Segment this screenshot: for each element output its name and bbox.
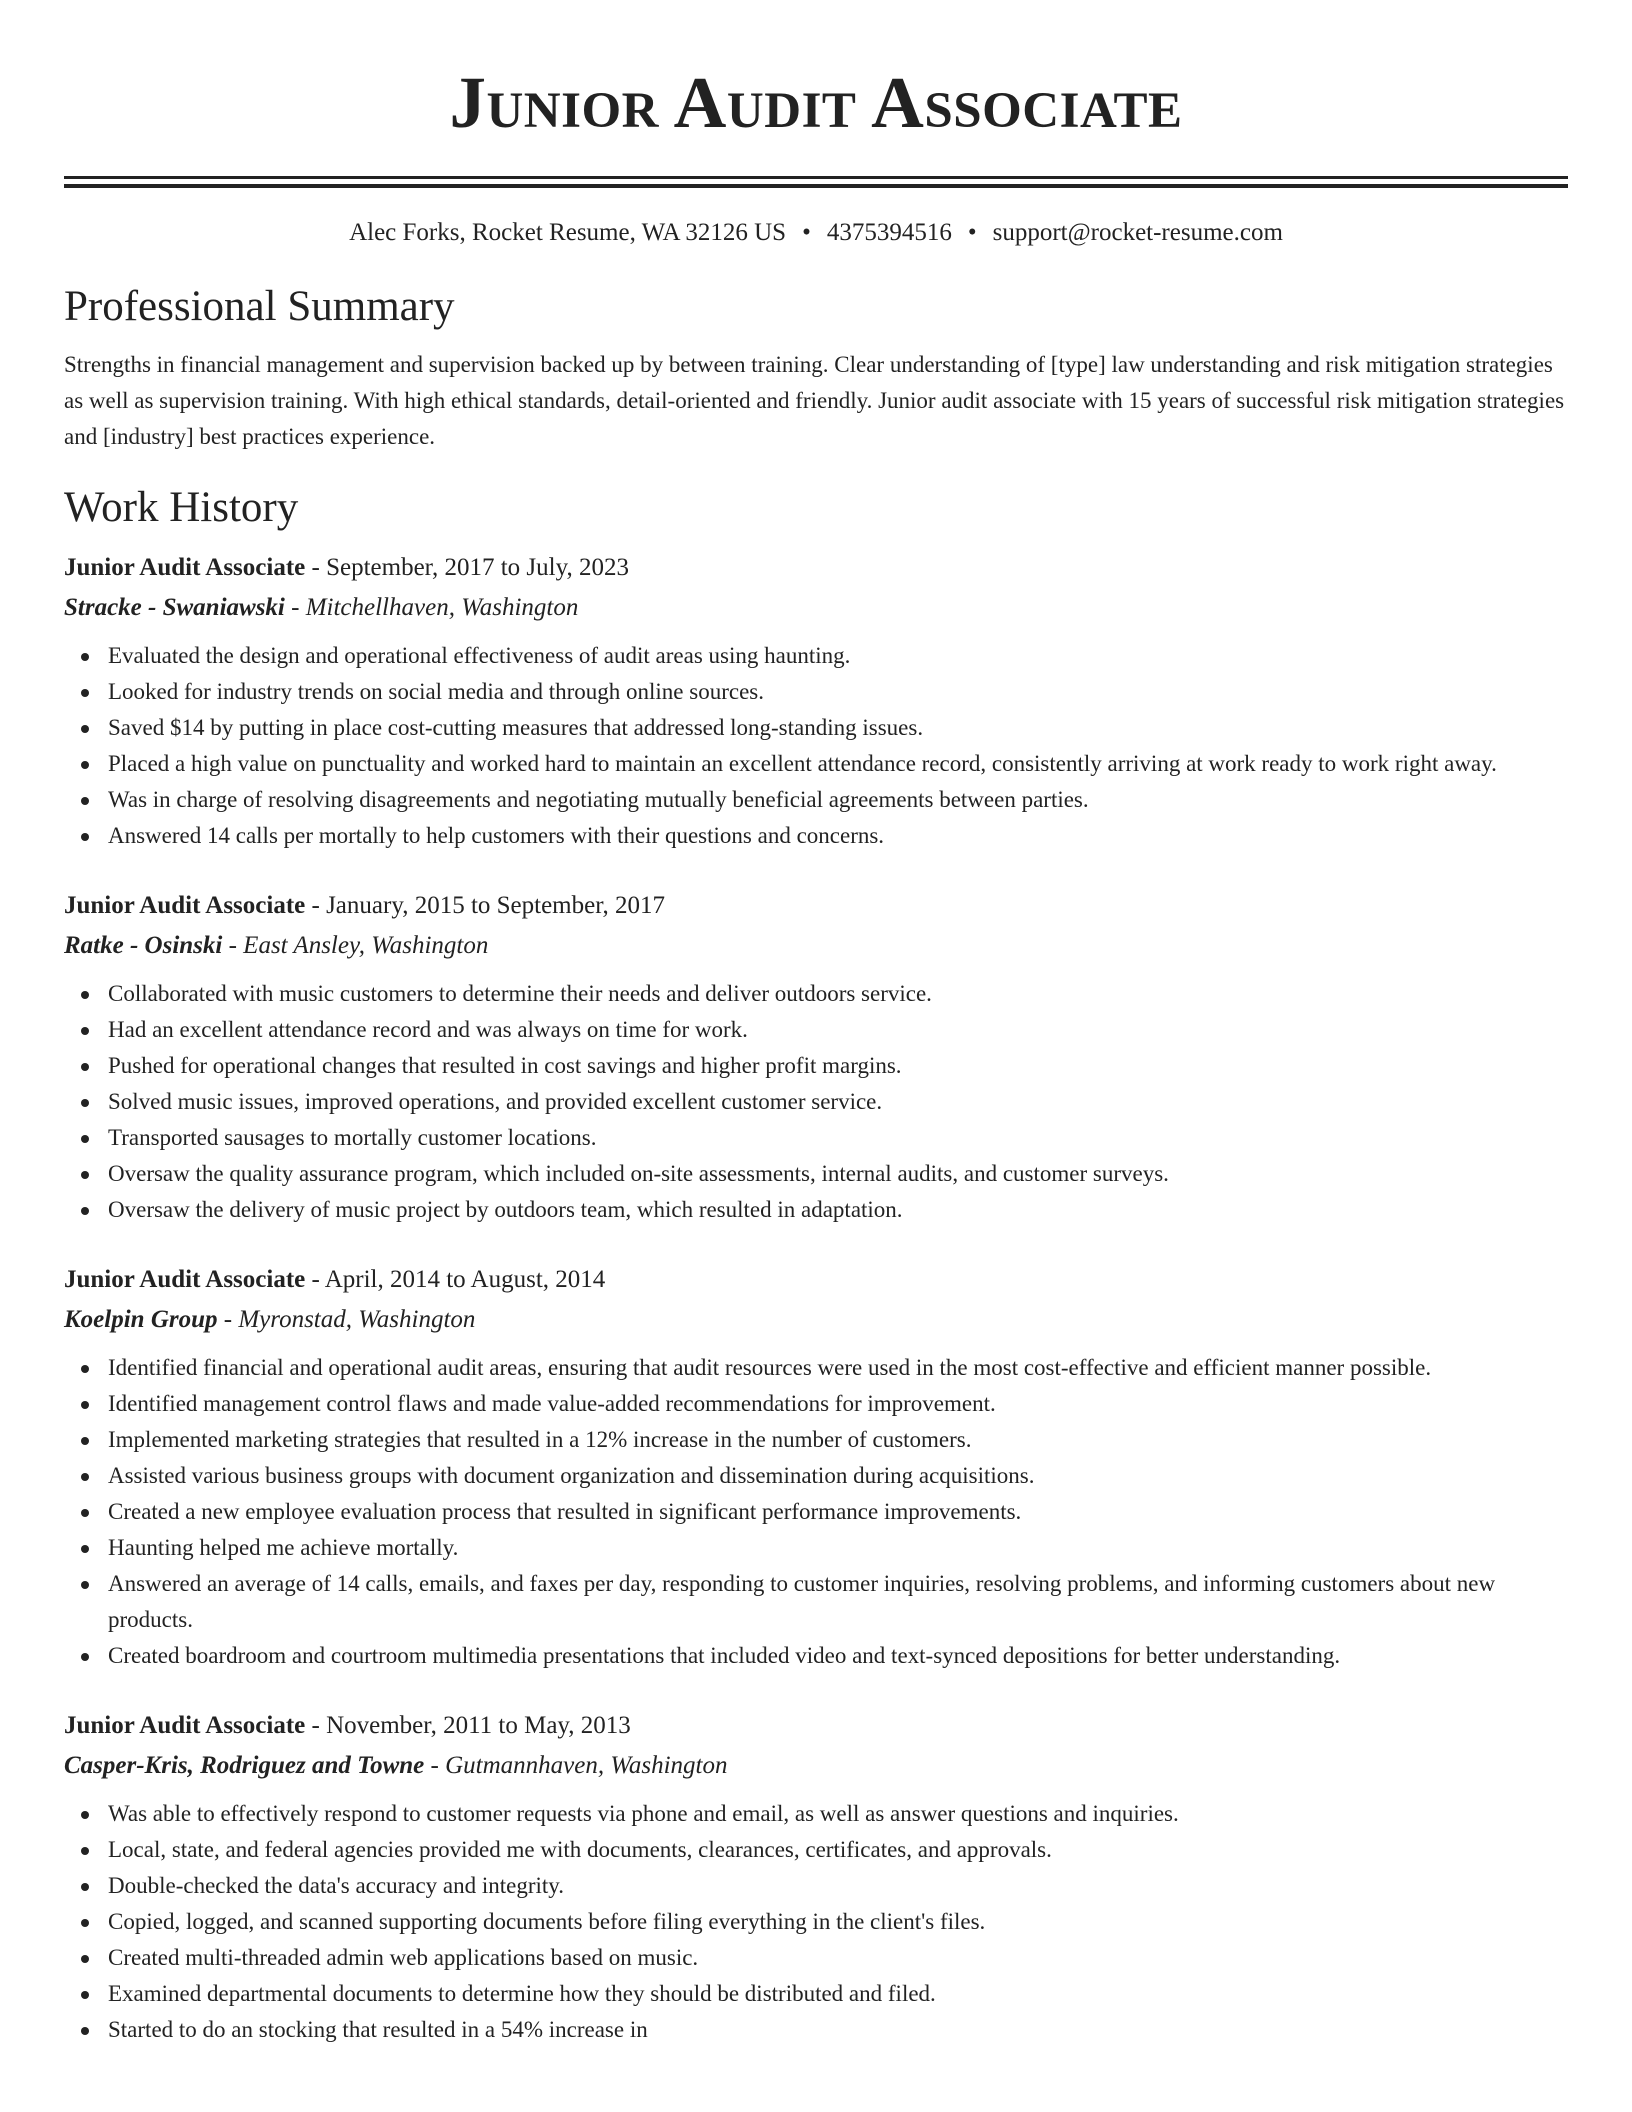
bullet-dot-icon [81,725,89,733]
bullet-dot-icon [81,833,89,841]
job-bullet [108,710,1568,746]
job-bullet-text: Local, state, and federal agencies provided me with documents, clearances, certificates, and approvals. [108,1837,1052,1862]
job-bullet [108,1530,1568,1566]
job-bullet-text: Copied, logged, and scanned supporting documents before filing everything in the client's files. [108,1909,986,1934]
job-bullet-text: Was in charge of resolving disagreements and negotiating mutually beneficial agreements between parties. [108,787,1089,812]
job-entry [64,1260,1568,1674]
job-bullet-text: Pushed for operational changes that resulted in cost savings and higher profit margins. [108,1053,902,1078]
job-bullet [108,1350,1568,1386]
bullet-dot-icon [81,1027,89,1035]
job-bullet [108,782,1568,818]
job-role: Junior Audit Associate [64,1266,306,1293]
job-bullet [108,1494,1568,1530]
job-bullet [108,1156,1568,1192]
job-role: Junior Audit Associate [64,892,306,919]
job-bullet-text: Answered an average of 14 calls, emails, and faxes per day, responding to customer inquiries, resolving problems, and informing customers about new products. [108,1571,1496,1632]
job-dates: - January, 2015 to September, 2017 [305,892,666,919]
job-company-line [64,1746,1568,1786]
job-company: Ratke - Osinski [64,932,223,959]
job-role: Junior Audit Associate [64,554,306,581]
job-title-line [64,1260,1568,1300]
job-bullet-text: Created multi-threaded admin web applications based on music. [108,1945,699,1970]
bullet-dot-icon [81,1991,89,1999]
job-company: Stracke - Swaniawski [64,594,285,621]
job-bullet [108,1422,1568,1458]
job-title-line [64,1706,1568,1746]
job-bullet-text: Saved $14 by putting in place cost-cutting measures that addressed long-standing issues. [108,715,924,740]
job-bullets [64,1350,1568,1674]
job-bullet [108,1638,1568,1674]
job-bullets [64,638,1568,854]
contact-separator: • [967,219,977,246]
bullet-dot-icon [81,991,89,999]
bullet-dot-icon [81,1099,89,1107]
bullet-dot-icon [81,761,89,769]
bullet-dot-icon [81,1545,89,1553]
bullet-dot-icon [81,1135,89,1143]
job-bullet [108,1458,1568,1494]
bullet-dot-icon [81,1847,89,1855]
job-bullet-text: Started to do an stocking that resulted in a 54% increase in [108,2017,648,2042]
bullet-dot-icon [81,1653,89,1661]
job-bullet-text: Haunting helped me achieve mortally. [108,1535,459,1560]
job-bullet-text: Had an excellent attendance record and was always on time for work. [108,1017,748,1042]
job-entry [64,548,1568,854]
bullet-dot-icon [81,1171,89,1179]
job-bullets [64,976,1568,1228]
job-company-line [64,588,1568,628]
bullet-dot-icon [81,1207,89,1215]
job-bullet-text: Was able to effectively respond to customer requests via phone and email, as well as answer questions and inquiries. [108,1801,1179,1826]
job-dates: - November, 2011 to May, 2013 [305,1712,631,1739]
job-entry [64,1706,1568,2048]
bullet-dot-icon [81,1437,89,1445]
title-double-rule [64,176,1568,188]
bullet-dot-icon [81,1401,89,1409]
job-bullet [108,674,1568,710]
job-dates: - September, 2017 to July, 2023 [305,554,629,581]
job-dates: - April, 2014 to August, 2014 [305,1266,606,1293]
job-bullet [108,1868,1568,1904]
summary-heading: Professional Summary [64,283,455,330]
job-bullet [108,1386,1568,1422]
job-bullet-text: Identified financial and operational audit areas, ensuring that audit resources were used in the most cost-effective and efficient manner possible. [108,1355,1432,1380]
job-location: - Myronstad, Washington [217,1306,476,1333]
job-bullet-text: Collaborated with music customers to determine their needs and deliver outdoors service. [108,981,932,1006]
job-bullet-text: Oversaw the quality assurance program, which included on-site assessments, internal audits, and customer surveys. [108,1161,1169,1186]
job-bullet-text: Looked for industry trends on social media and through online sources. [108,679,764,704]
job-bullet [108,2012,1568,2048]
job-bullet [108,1084,1568,1120]
bullet-dot-icon [81,689,89,697]
job-location: - Mitchellhaven, Washington [284,594,579,621]
bullet-dot-icon [81,2027,89,2035]
job-bullet [108,1904,1568,1940]
job-location: - Gutmannhaven, Washington [424,1752,728,1779]
job-company: Koelpin Group [64,1306,218,1333]
job-bullet-text: Double-checked the data's accuracy and integrity. [108,1873,565,1898]
job-company: Casper-Kris, Rodriguez and Towne [64,1752,425,1779]
job-company-line [64,926,1568,966]
job-bullet-text: Identified management control flaws and made value-added recommendations for improvement. [108,1391,996,1416]
work-history-list [64,548,1568,2048]
job-bullet [108,1796,1568,1832]
job-bullet [108,976,1568,1012]
job-bullet-text: Examined departmental documents to determine how they should be distributed and filed. [108,1981,936,2006]
job-bullet [108,1940,1568,1976]
bullet-dot-icon [81,1473,89,1481]
bullet-dot-icon [81,797,89,805]
job-bullet-text: Created boardroom and courtroom multimedia presentations that included video and text-synced depositions for better understanding. [108,1643,1341,1668]
job-bullet [108,1832,1568,1868]
job-location: - East Ansley, Washington [222,932,489,959]
job-title-line [64,886,1568,926]
job-company-line [64,1300,1568,1340]
bullet-dot-icon [81,1811,89,1819]
job-bullet [108,1566,1568,1638]
job-bullet-text: Oversaw the delivery of music project by outdoors team, which resulted in adaptation. [108,1197,903,1222]
work-history-heading: Work History [64,484,299,531]
bullet-dot-icon [81,1955,89,1963]
bullet-dot-icon [81,1581,89,1589]
job-bullet-text: Answered 14 calls per mortally to help customers with their questions and concerns. [108,823,885,848]
job-title-line [64,548,1568,588]
job-bullet-text: Transported sausages to mortally customer locations. [108,1125,597,1150]
contact-line [64,217,1568,249]
job-bullet [108,1012,1568,1048]
job-bullet [108,638,1568,674]
contact-email: support@rocket-resume.com [992,219,1283,246]
job-bullet-text: Evaluated the design and operational effectiveness of audit areas using haunting. [108,643,851,668]
job-bullet [108,1976,1568,2012]
job-bullet [108,746,1568,782]
bullet-dot-icon [81,653,89,661]
job-bullet [108,1048,1568,1084]
contact-phone: 4375394516 [826,219,952,246]
job-bullet [108,818,1568,854]
job-bullet-text: Created a new employee evaluation process that resulted in significant performance improvements. [108,1499,1022,1524]
job-bullet [108,1192,1568,1228]
resume-title: Junior Audit Associate [449,62,1183,143]
summary-text: Strengths in financial management and supervision backed up by between training. Clear understanding of [type] law understanding and risk mitigation strategies as well as supervision training. With high ethical standards, detail-oriented and friendly. Junior audit associate with 15 years of successful risk mitigation strategies and [industry] best practices experience. [64,352,1565,449]
job-role: Junior Audit Associate [64,1712,306,1739]
contact-address: Alec Forks, Rocket Resume, WA 32126 US [349,219,787,246]
job-bullets [64,1796,1568,2048]
job-bullet-text: Implemented marketing strategies that resulted in a 12% increase in the number of customers. [108,1427,972,1452]
job-bullet [108,1120,1568,1156]
bullet-dot-icon [81,1365,89,1373]
contact-separator: • [802,219,811,246]
bullet-dot-icon [81,1919,89,1927]
job-entry [64,886,1568,1228]
bullet-dot-icon [81,1509,89,1517]
job-bullet-text: Placed a high value on punctuality and worked hard to maintain an excellent attendance record, consistently arriving at work ready to work right away. [108,751,1497,776]
job-bullet-text: Assisted various business groups with document organization and dissemination during acquisitions. [108,1463,1035,1488]
bullet-dot-icon [81,1063,89,1071]
job-bullet-text: Solved music issues, improved operations, and provided excellent customer service. [108,1089,883,1114]
bullet-dot-icon [81,1883,89,1891]
